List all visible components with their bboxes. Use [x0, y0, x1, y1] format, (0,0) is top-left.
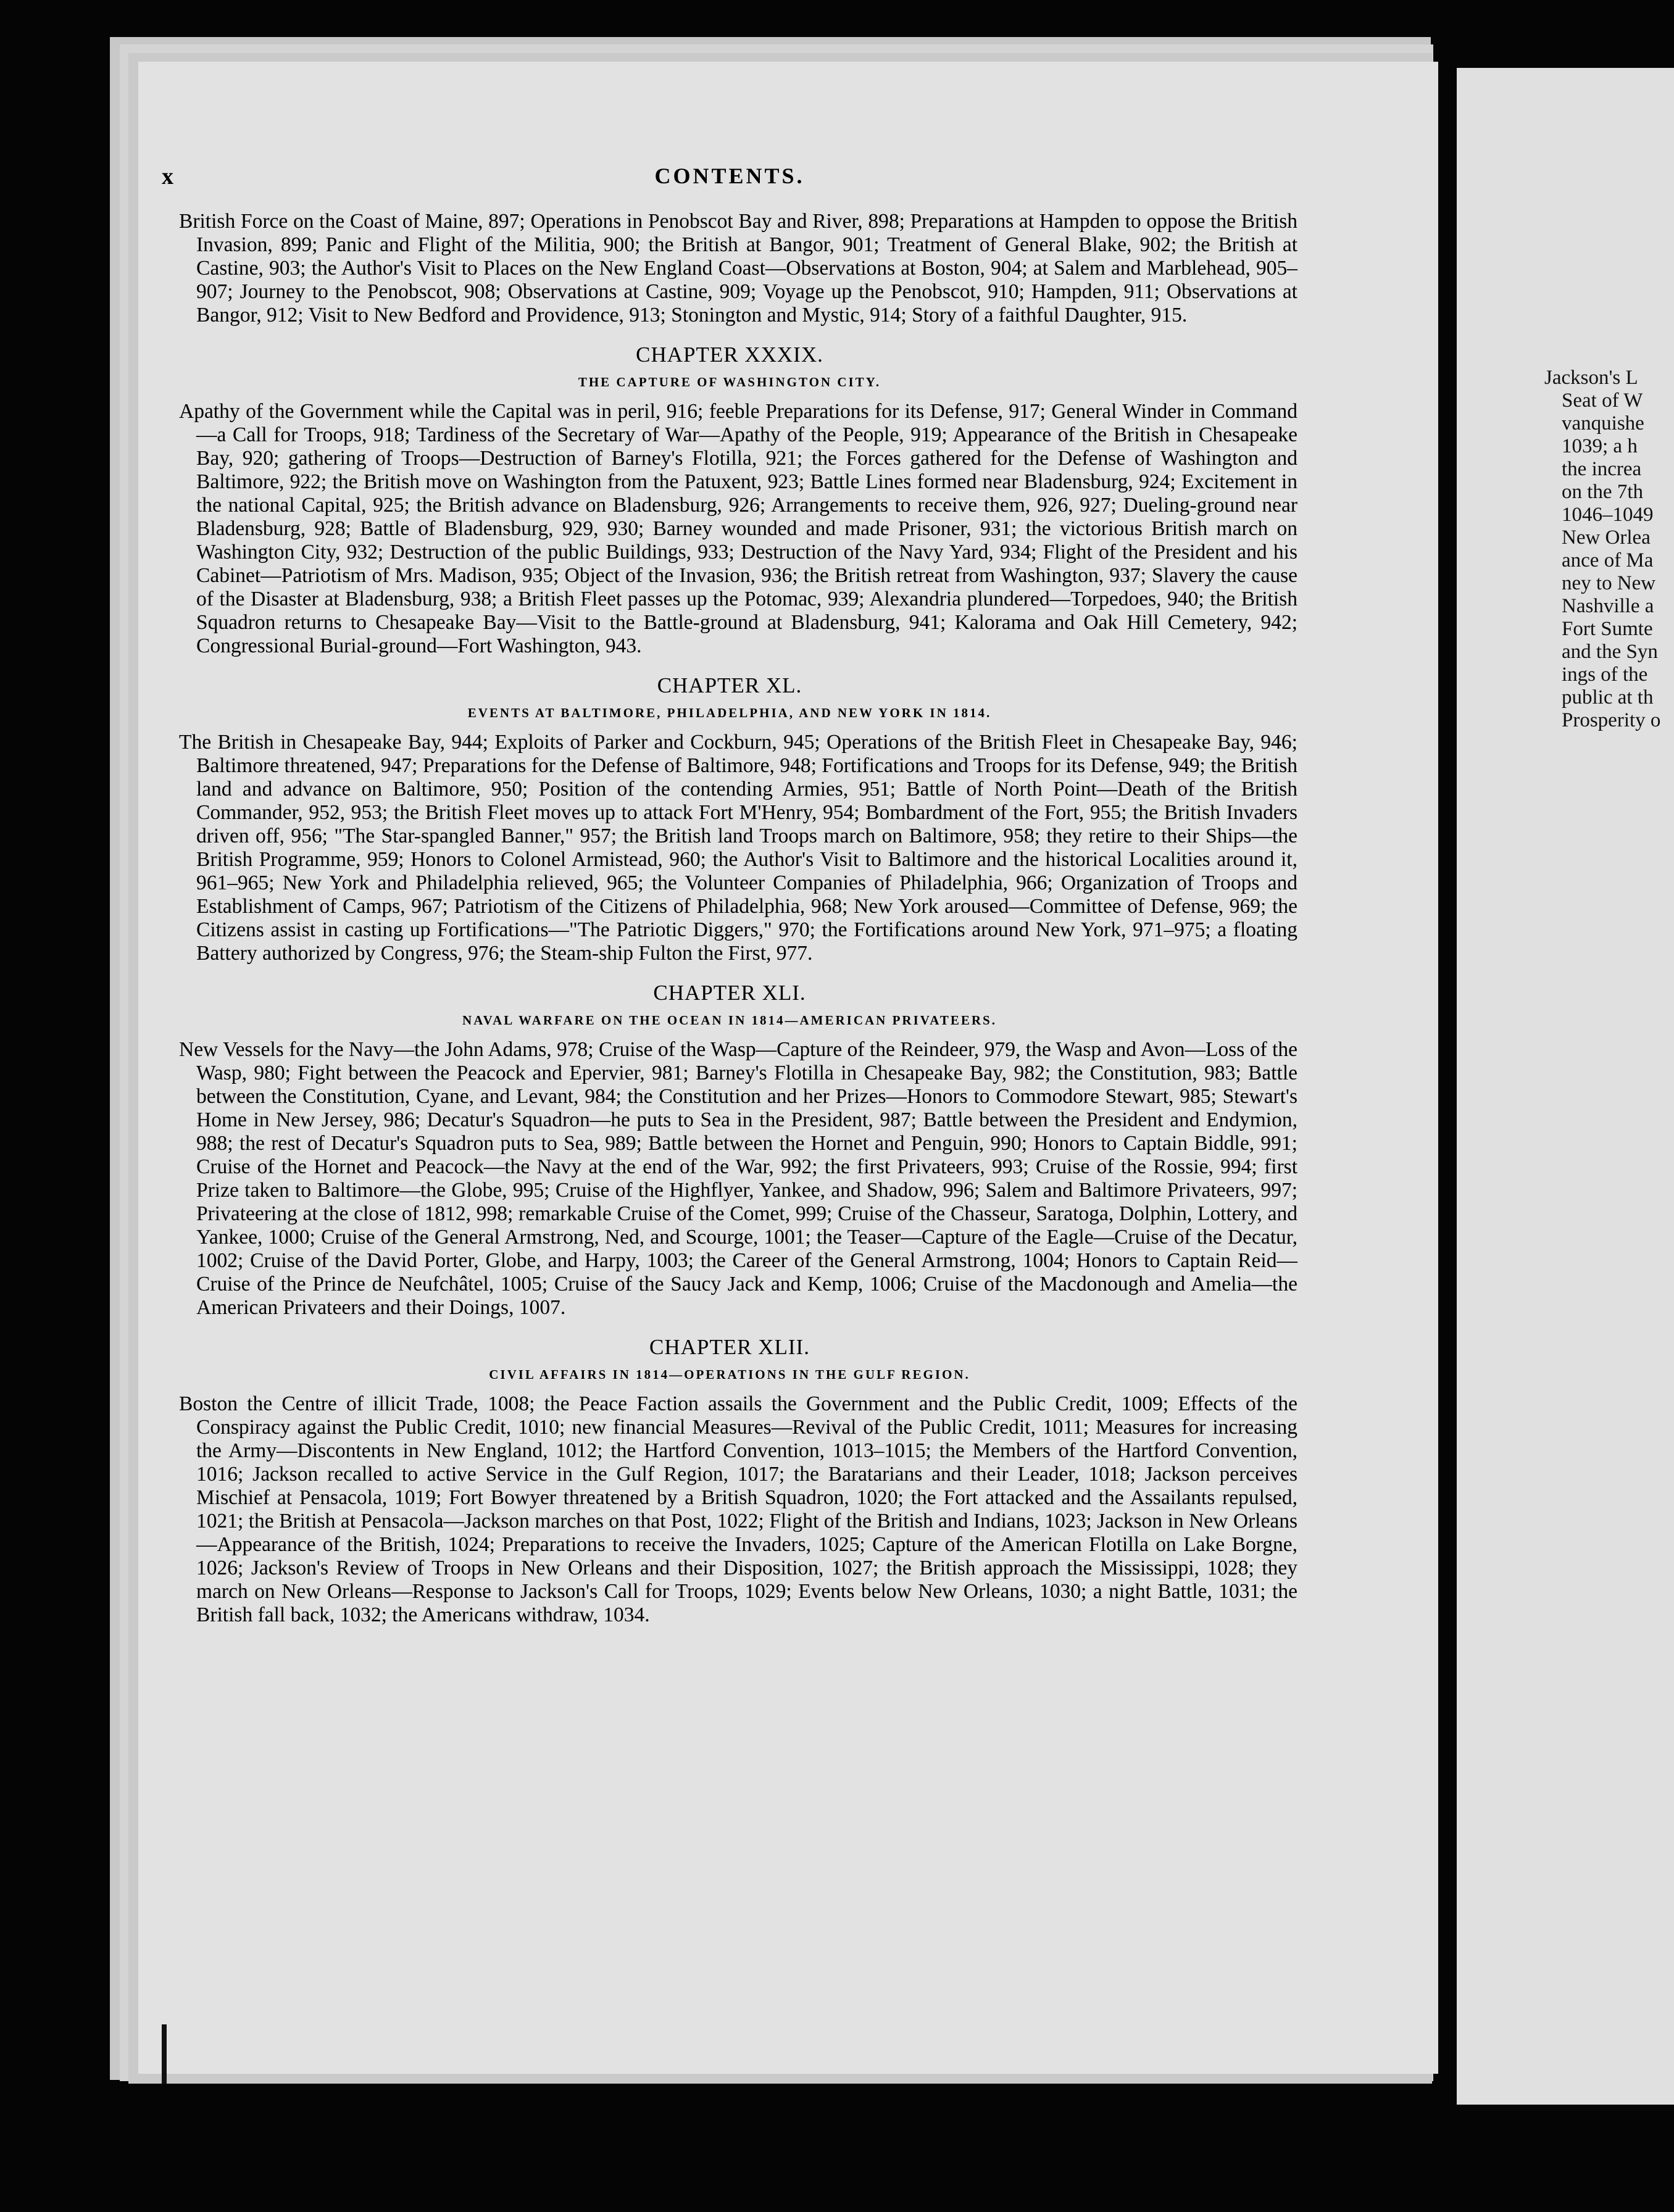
intro-paragraph: British Force on the Coast of Maine, 897; Operations in Penobscot Bay and River, 898; Preparations at Hampden to oppose the British Invasion, 899; Panic and Flight of the Militia, 900; the British at Bangor, 901; Treatment of General Blake, 902; the British at Castine, 903; the Author's Visit to Places on the New England Coast—Observations at Boston, 904; at Salem and Marblehead, 905–907; Journey to the Penobscot, 908; Observations at Castine, 909; Voyage up the Penobscot, 910; Hampden, 911; Observations at Bangor, 912; Visit to New Bedford and Providence, 913; Stonington and Mystic, 914; Story of a faithful Daughter, 915.	[179, 210, 1297, 326]
facing-line: Nashville a	[1562, 595, 1654, 617]
facing-line: Seat of W	[1562, 389, 1643, 412]
page-header	[162, 163, 1297, 190]
facing-line: ney to New	[1562, 572, 1656, 594]
facing-line: ings of the	[1562, 663, 1648, 686]
facing-line: on the 7th	[1562, 481, 1643, 503]
chapter-heading: CHAPTER XLII.	[649, 1335, 810, 1359]
facing-page	[1457, 68, 1674, 2105]
chapter-heading: CHAPTER XXXIX.	[636, 343, 823, 367]
chapter-41	[162, 981, 1297, 1320]
chapter-39	[162, 343, 1297, 658]
margin-mark	[162, 2024, 167, 2084]
facing-line: public at th	[1562, 686, 1654, 709]
chapter-heading: CHAPTER XL.	[657, 673, 802, 697]
chapter-body: Apathy of the Government while the Capital was in peril, 916; feeble Preparations for its Defense, 917; General Winder in Command—a Call for Troops, 918; Tardiness of the Secretary of War—Apathy of the People, 919; Appearance of the British in Chesapeake Bay, 920; gathering of Troops—Destruction of Barney's Flotilla, 921; the Forces gathered for the Defense of Washington and Baltimore, 922; the British move on Washington from the Patuxent, 923; Battle Lines formed near Bladensburg, 924; Excitement in the national Capital, 925; the British advance on Bladensburg, 926; Arrangements to receive them, 926, 927; Dueling-ground near Bladensburg, 928; Battle of Bladensburg, 929, 930; Barney wounded and made Prisoner, 931; the victorious British march on Washington City, 932; Destruction of the public Buildings, 933; Destruction of the Navy Yard, 934; Flight of the President and his Cabinet—Patriotism of Mrs. Madison, 935; Object of the Invasion, 936; the British retreat from Washington, 937; Slavery the cause of the Disaster at Bladensburg, 938; a British Fleet passes up the Potomac, 939; Alexandria plundered—Torpedoes, 940; the British Squadron returns to Chesapeake Bay—Visit to the Battle-ground at Bladensburg, 941; Kalorama and Oak Hill Cemetery, 942; Congressional Burial-ground—Fort Washington, 943.	[179, 400, 1297, 657]
chapter-body: Boston the Centre of illicit Trade, 1008; the Peace Faction assails the Government and the Public Credit, 1009; Effects of the Conspiracy against the Public Credit, 1010; new financial Measures—Revival of the Public Credit, 1011; Measures for increasing the Army—Discontents in New England, 1012; the Hartford Convention, 1013–1015; the Members of the Hartford Convention, 1016; Jackson recalled to active Service in the Gulf Region, 1017; the Baratarians and their Leader, 1018; Jackson perceives Mischief at Pensacola, 1019; Fort Bowyer threatened by a British Squadron, 1020; the Fort attacked and the Assailants repulsed, 1021; the British at Pensacola—Jackson marches on that Post, 1022; Flight of the British and Indians, 1023; Jackson in New Orleans—Appearance of the British, 1024; Preparations to receive the Invaders, 1025; Capture of the American Flotilla on Lake Borgne, 1026; Jackson's Review of Troops in New Orleans and their Disposition, 1027; the British approach the Mississippi, 1028; they march on New Orleans—Response to Jackson's Call for Troops, 1029; Events below New Orleans, 1030; a night Battle, 1031; the British fall back, 1032; the Americans withdraw, 1034.	[179, 1392, 1297, 1626]
chapter-40	[162, 674, 1297, 965]
facing-line: Jackson's L	[1544, 367, 1638, 389]
chapter-subtitle: THE CAPTURE OF WASHINGTON CITY.	[578, 375, 881, 389]
running-head: CONTENTS.	[654, 164, 805, 188]
chapter-subtitle: NAVAL WARFARE ON THE OCEAN IN 1814—AMERICAN PRIVATEERS.	[462, 1013, 997, 1028]
facing-line: and the Syn	[1562, 641, 1658, 663]
facing-line: 1046–1049	[1562, 504, 1654, 526]
chapter-heading: CHAPTER XLI.	[653, 981, 806, 1005]
facing-line: ance of Ma	[1562, 549, 1654, 572]
chapter-body: The British in Chesapeake Bay, 944; Exploits of Parker and Cockburn, 945; Operations of the British Fleet in Chesapeake Bay, 946; Baltimore threatened, 947; Preparations for the Defense of Baltimore, 948; Fortifications and Troops for its Defense, 949; the British land and advance on Baltimore, 950; Position of the contending Armies, 951; Battle of North Point—Death of the British Commander, 952, 953; the British Fleet moves up to attack Fort M'Henry, 954; Bombardment of the Fort, 955; the British Invaders driven off, 956; "The Star-spangled Banner," 957; the British land Troops march on Baltimore, 958; they retire to their Ships—the British Programme, 959; Honors to Colonel Armistead, 960; the Author's Visit to Baltimore and the historical Localities around it, 961–965; New York and Philadelphia relieved, 965; the Volunteer Companies of Philadelphia, 966; Organization of Troops and Establishment of Camps, 967; Patriotism of the Citizens of Philadelphia, 968; New York aroused—Committee of Defense, 969; the Citizens assist in casting up Fortifications—"The Patriotic Diggers," 970; the Fortifications around New York, 971–975; a floating Battery authorized by Congress, 976; the Steam-ship Fulton the First, 977.	[179, 731, 1297, 965]
chapter-subtitle: EVENTS AT BALTIMORE, PHILADELPHIA, AND NEW YORK IN 1814.	[467, 705, 992, 720]
chapter-body: New Vessels for the Navy—the John Adams, 978; Cruise of the Wasp—Capture of the Reindeer, 979, the Wasp and Avon—Loss of the Wasp, 980; Fight between the Peacock and Epervier, 981; Barney's Flotilla in Chesapeake Bay, 982; the Constitution, 983; Battle between the Constitution, Cyane, and Levant, 984; the Constitution and her Prizes—Honors to Commodore Stewart, 985; Stewart's Home in New Jersey, 986; Decatur's Squadron—he puts to Sea in the President, 987; Battle between the President and Endymion, 988; the rest of Decatur's Squadron puts to Sea, 989; Battle between the Hornet and Penguin, 990; Honors to Captain Biddle, 991; Cruise of the Hornet and Peacock—the Navy at the end of the War, 992; the first Privateers, 993; Cruise of the Rossie, 994; first Prize taken to Baltimore—the Globe, 995; Cruise of the Highflyer, Yankee, and Shadow, 996; Salem and Baltimore Privateers, 997; Privateering at the close of 1812, 998; remarkable Cruise of the Comet, 999; Cruise of the Chasseur, Saratoga, Dolphin, Lottery, and Yankee, 1000; Cruise of the General Armstrong, Ned, and Scourge, 1001; the Teaser—Capture of the Eagle—Cruise of the Decatur, 1002; Cruise of the David Porter, Globe, and Harpy, 1003; the Career of the General Armstrong, 1004; Honors to Captain Reid—Cruise of the Prince de Neufchâtel, 1005; Cruise of the Saucy Jack and Kemp, 1006; Cruise of the Macdonough and Amelia—the American Privateers and their Doings, 1007.	[179, 1038, 1297, 1319]
facing-page-text	[1544, 367, 1661, 732]
facing-line: vanquishe	[1562, 412, 1644, 434]
facing-line: 1039; a h	[1562, 435, 1638, 457]
facing-line: New Orlea	[1562, 526, 1651, 549]
facing-line: Fort Sumte	[1562, 618, 1653, 640]
chapter-42	[162, 1336, 1297, 1627]
chapter-subtitle: CIVIL AFFAIRS IN 1814—OPERATIONS IN THE GULF REGION.	[489, 1367, 970, 1382]
page-folio: x	[162, 164, 173, 189]
contents-text	[162, 210, 1297, 1627]
facing-line: Prosperity o	[1562, 709, 1661, 731]
facing-line: the increa	[1562, 458, 1642, 480]
